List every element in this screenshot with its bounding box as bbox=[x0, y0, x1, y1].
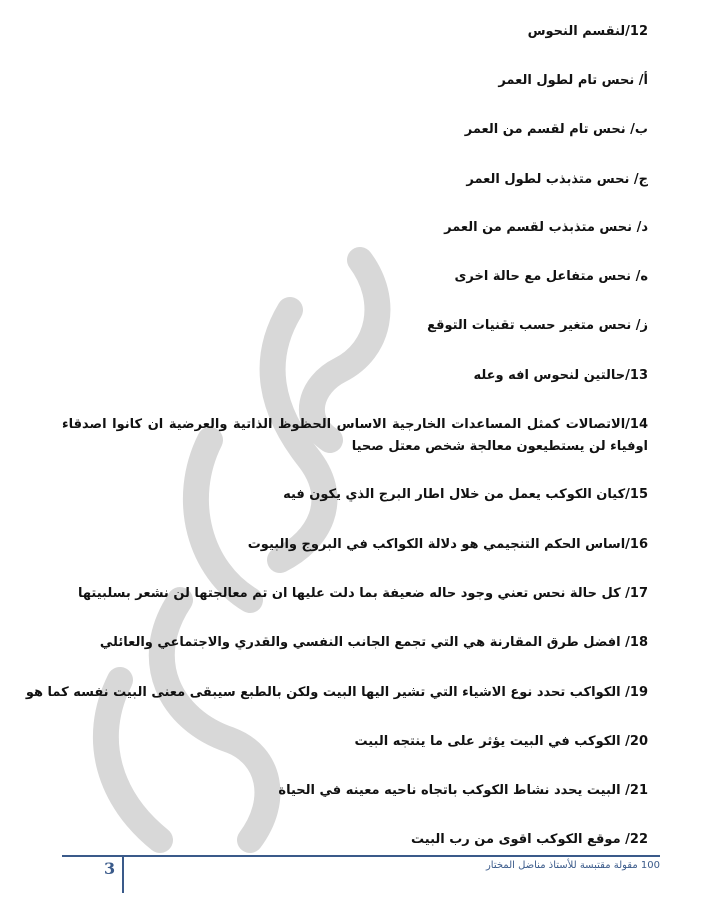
text-paragraph: 14/الاتصالات كمثل المساعدات الخارجية الاساس الحظوظ الذاتية والعرضية ان كانوا اصدقاء اوفياء لن يستطيعون معالجة شخص معتل صحيا bbox=[62, 417, 648, 454]
text-line: 15/كيان الكوكب يعمل من خلال اطار البرج الذي يكون فيه bbox=[283, 487, 648, 502]
text-line: 20/ الكوكب في البيت يؤثر على ما ينتجه البيت bbox=[354, 734, 648, 749]
text-line: أ/ نحس تام لطول العمر bbox=[498, 73, 648, 88]
footer-caption: 100 مقولة مقتبسة للأستاذ مناضل المختار bbox=[485, 860, 660, 871]
text-line: 18/ افضل طرق المقارنة هي التي تجمع الجانب النفسي والقدري والاجتماعي والعائلي bbox=[99, 635, 648, 650]
footer-vertical-divider bbox=[122, 857, 124, 893]
text-line: 16/اساس الحكم التنجيمي هو دلالة الكواكب في البروج والبيوت bbox=[247, 537, 648, 552]
text-line: 13/حالتين لنحوس افه وعله bbox=[473, 368, 648, 383]
text-line: 19/ الكواكب تحدد نوع الاشياء التي تشير اليها البيت ولكن بالطبع سيبقى معنى البيت نفسه كما هو bbox=[25, 685, 648, 700]
text-line: 17/ كل حالة نحس تعني وجود حاله ضعيفة بما دلت عليها ان تم معالجتها لن نشعر بسلبيتها bbox=[77, 586, 648, 601]
text-line: 21/ البيت يحدد نشاط الكوكب باتجاه ناحيه معينه في الحياة bbox=[278, 783, 648, 798]
text-line: ز/ نحس متغير حسب تقنيات التوقع bbox=[427, 318, 648, 333]
page-number: 3 bbox=[104, 859, 116, 878]
text-line: 22/ موقع الكوكب اقوى من رب البيت bbox=[411, 832, 648, 847]
footer-divider bbox=[62, 855, 660, 857]
text-line: ه/ نحس متفاعل مع حالة اخرى bbox=[454, 269, 648, 284]
text-line: د/ نحس متذبذب لقسم من العمر bbox=[444, 220, 648, 235]
text-line: 12/لنقسم النحوس bbox=[527, 24, 648, 39]
text-line: ب/ نحس تام لقسم من العمر bbox=[464, 122, 648, 137]
text-line: ج/ نحس متذبذب لطول العمر bbox=[466, 172, 648, 187]
